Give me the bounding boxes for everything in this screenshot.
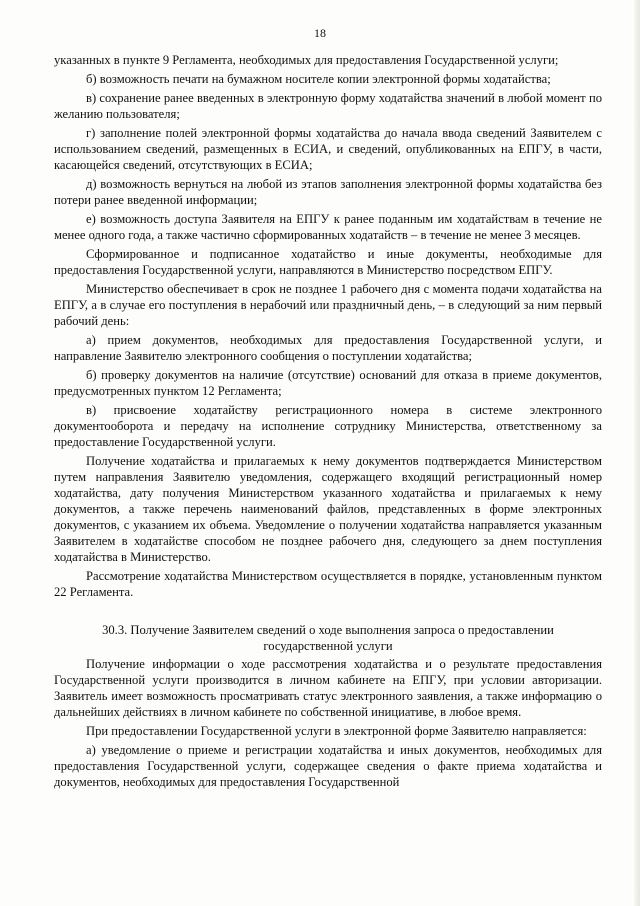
list-item-e: е) возможность доступа Заявителя на ЕПГУ к ранее поданным им ходатайствам в течение не менее одного года, а также частично сформированных ходатайств – в течение не менее 3 месяцев.: [54, 212, 602, 242]
paragraph: При предоставлении Государственной услуги в электронной форме Заявителю направляется:: [86, 724, 587, 738]
paragraph: Получение ходатайства и прилагаемых к нему документов подтверждается Министерством путем направления Заявителю уведомления, содержащего входящий регистрационный номер ходатайства, дату получения Министерством указанного ходатайства и прилагаемых к нему документов, а также перечень наименований файлов, представленных в форме электронных документов, с указанием их объема. Уведомление о получении ходатайства направляется указанным Заявителем в ходатайстве способом не позднее рабочего дня, следующего за днем поступления ходатайства в Министерство.: [54, 454, 602, 564]
list-item-v: в) присвоение ходатайству регистрационного номера в системе электронного документооборота и передачу на исполнение сотруднику Министерства, ответственному за предоставление Государственной услуги.: [54, 403, 602, 449]
list-item-d: д) возможность вернуться на любой из этапов заполнения электронной формы ходатайства без потери ранее введенной информации;: [54, 177, 602, 207]
paragraph: Рассмотрение ходатайства Министерством осуществляется в порядке, установленным пунктом 22 Регламента.: [54, 569, 602, 599]
list-item-b: б) возможность печати на бумажном носителе копии электронной формы ходатайства;: [86, 72, 551, 86]
page-number: 18: [314, 26, 326, 40]
list-item-b: б) проверку документов на наличие (отсутствие) оснований для отказа в приеме документов, предусмотренных пунктом 12 Регламента;: [54, 368, 602, 398]
list-item-v: в) сохранение ранее введенных в электронную форму ходатайства значений в любой момент по желанию пользователя;: [54, 91, 602, 121]
list-item-a: а) прием документов, необходимых для предоставления Государственной услуги, и направление Заявителю электронного сообщения о поступлении ходатайства;: [54, 333, 602, 363]
document-body: [54, 52, 602, 793]
paragraph: Получение информации о ходе рассмотрения ходатайства и о результате предоставления Государственной услуги производится в личном кабинете на ЕПГУ, при условии авторизации. Заявитель имеет возможность просматривать статус электронного заявления, а также информацию о дальнейших действиях в личном кабинете по собственной инициативе, в любое время.: [54, 657, 602, 719]
list-item-g: г) заполнение полей электронной формы ходатайства до начала ввода сведений Заявителем с использованием сведений, размещенных в ЕСИА, и сведений, опубликованных на ЕПГУ, в части, касающейся сведений, отсутствующих в ЕСИА;: [54, 126, 602, 172]
paragraph: указанных в пункте 9 Регламента, необходимых для предоставления Государственной услуги;: [54, 53, 559, 67]
page-edge-shadow: [634, 0, 640, 906]
section-heading: 30.3. Получение Заявителем сведений о ходе выполнения запроса о предоставлении государственной услуги: [102, 623, 554, 653]
paragraph: Сформированное и подписанное ходатайство и иные документы, необходимые для предоставления Государственной услуги, направляются в Министерство посредством ЕПГУ.: [54, 247, 602, 277]
paragraph: Министерство обеспечивает в срок не позднее 1 рабочего дня с момента подачи ходатайства на ЕПГУ, а в случае его поступления в нерабочий или праздничный день, – в следующий за ним первый рабочий день:: [54, 282, 602, 328]
list-item-a: а) уведомление о приеме и регистрации ходатайства и иных документов, необходимых для предоставления Государственной услуги, содержащее сведения о факте приема ходатайства и документов, необходимых для предоставления Государственной: [54, 743, 602, 789]
